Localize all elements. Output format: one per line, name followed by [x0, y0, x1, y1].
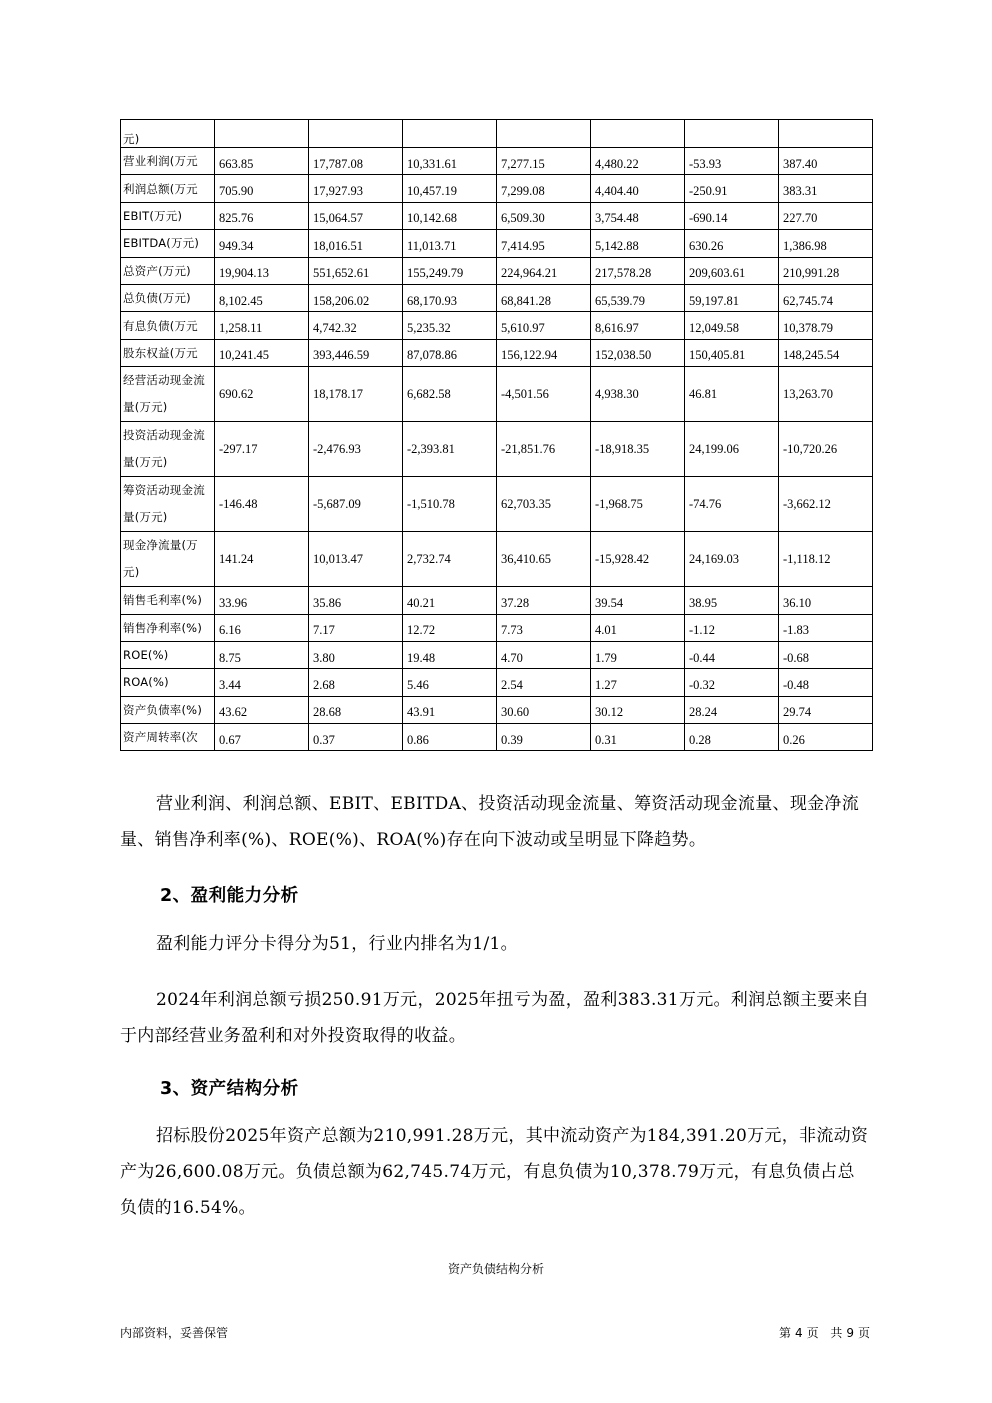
page-mid: 页 — [806, 1326, 819, 1340]
table-cell: 155,249.79 — [403, 257, 497, 284]
table-cell: 19,904.13 — [215, 257, 309, 284]
table-row — [121, 175, 873, 202]
table-cell: 3,754.48 — [591, 202, 685, 229]
table-cell: 209,603.61 — [685, 257, 779, 284]
table-cell: 24,199.06 — [685, 422, 779, 477]
table-cell: 2,732.74 — [403, 532, 497, 587]
financial-table-body — [121, 120, 873, 751]
table-cell: 150,405.81 — [685, 339, 779, 366]
row-label: 投资活动现金流量(万元) — [121, 422, 215, 477]
table-cell: 1,258.11 — [215, 312, 309, 339]
table-cell: 210,991.28 — [779, 257, 873, 284]
table-cell: -1,968.75 — [591, 477, 685, 532]
table-row — [121, 202, 873, 229]
table-row — [121, 148, 873, 175]
table-cell: 949.34 — [215, 230, 309, 257]
table-cell: 10,457.19 — [403, 175, 497, 202]
table-cell: 158,206.02 — [309, 284, 403, 311]
section-heading-profitability: 2、盈利能力分析 — [160, 886, 299, 906]
row-label: ROE(%) — [121, 641, 215, 668]
table-cell: 18,016.51 — [309, 230, 403, 257]
table-cell: -53.93 — [685, 148, 779, 175]
table-cell: 38.95 — [685, 587, 779, 614]
table-cell: 36.10 — [779, 587, 873, 614]
table-cell: 8,616.97 — [591, 312, 685, 339]
row-label: 股东权益(万元 — [121, 339, 215, 366]
row-label: 销售净利率(%) — [121, 614, 215, 641]
table-row — [121, 120, 873, 148]
trend-paragraph: 营业利润、利润总额、EBIT、EBITDA、投资活动现金流量、筹资活动现金流量、现金净流量、销售净利率(%)、ROE(%)、ROA(%)存在向下波动或呈明显下降趋势。 — [120, 794, 860, 850]
table-cell: 17,927.93 — [309, 175, 403, 202]
table-cell: -10,720.26 — [779, 422, 873, 477]
table-cell: 5,610.97 — [497, 312, 591, 339]
table-cell: 227.70 — [779, 202, 873, 229]
table-cell: 59,197.81 — [685, 284, 779, 311]
table-cell: 0.86 — [403, 724, 497, 751]
table-cell: 12.72 — [403, 614, 497, 641]
table-cell: 11,013.71 — [403, 230, 497, 257]
table-cell: 10,241.45 — [215, 339, 309, 366]
table-cell: 6.16 — [215, 614, 309, 641]
table-cell — [215, 120, 309, 148]
table-cell: -690.14 — [685, 202, 779, 229]
table-cell: 1,386.98 — [779, 230, 873, 257]
table-cell: 387.40 — [779, 148, 873, 175]
table-cell: -5,687.09 — [309, 477, 403, 532]
table-cell: 1.79 — [591, 641, 685, 668]
table-cell: -74.76 — [685, 477, 779, 532]
table-cell: -1.83 — [779, 614, 873, 641]
table-row — [121, 724, 873, 751]
page-total: 9 — [846, 1326, 854, 1340]
table-cell: 68,170.93 — [403, 284, 497, 311]
table-cell: 43.91 — [403, 696, 497, 723]
table-cell — [685, 120, 779, 148]
table-cell: 393,446.59 — [309, 339, 403, 366]
table-cell: -1,118.12 — [779, 532, 873, 587]
table-cell: -2,393.81 — [403, 422, 497, 477]
table-cell: 6,682.58 — [403, 367, 497, 422]
table-cell: 46.81 — [685, 367, 779, 422]
row-label: 现金净流量(万元) — [121, 532, 215, 587]
table-cell: 7,277.15 — [497, 148, 591, 175]
table-cell: 4.70 — [497, 641, 591, 668]
table-cell: 5.46 — [403, 669, 497, 696]
footer-page-number — [777, 1324, 872, 1341]
table-cell: 156,122.94 — [497, 339, 591, 366]
table-cell: 4,404.40 — [591, 175, 685, 202]
table-cell: 5,235.32 — [403, 312, 497, 339]
table-row — [121, 696, 873, 723]
table-cell: 148,245.54 — [779, 339, 873, 366]
section-heading-asset-structure: 3、资产结构分析 — [160, 1079, 299, 1099]
table-cell — [309, 120, 403, 148]
table-row — [121, 614, 873, 641]
row-label: 筹资活动现金流量(万元) — [121, 477, 215, 532]
table-cell: 0.31 — [591, 724, 685, 751]
table-row — [121, 312, 873, 339]
table-cell: -18,918.35 — [591, 422, 685, 477]
table-cell: 3.80 — [309, 641, 403, 668]
table-cell: 4,480.22 — [591, 148, 685, 175]
table-cell: -146.48 — [215, 477, 309, 532]
asset-paragraph: 招标股份2025年资产总额为210,991.28万元，其中流动资产为184,391.20万元，非流动资产为26,600.08万元。负债总额为62,745.74万元，有息负债为10,378.79万元，有息负债占总负债的16.54%。 — [120, 1126, 869, 1218]
table-row — [121, 477, 873, 532]
table-cell: 29.74 — [779, 696, 873, 723]
table-row — [121, 230, 873, 257]
row-label: 资产负债率(%) — [121, 696, 215, 723]
table-cell: -297.17 — [215, 422, 309, 477]
table-cell: 33.96 — [215, 587, 309, 614]
table-cell: 18,178.17 — [309, 367, 403, 422]
table-cell: 28.68 — [309, 696, 403, 723]
table-cell: 15,064.57 — [309, 202, 403, 229]
score-paragraph: 盈利能力评分卡得分为51，行业内排名为1/1。 — [156, 934, 518, 954]
table-cell: -0.48 — [779, 669, 873, 696]
row-label: EBITDA(万元) — [121, 230, 215, 257]
table-row — [121, 532, 873, 587]
table-cell: 383.31 — [779, 175, 873, 202]
table-cell: -250.91 — [685, 175, 779, 202]
table-cell: 36,410.65 — [497, 532, 591, 587]
row-label: 销售毛利率(%) — [121, 587, 215, 614]
row-label: ROA(%) — [121, 669, 215, 696]
page-total-prefix: 共 — [830, 1326, 843, 1340]
table-cell — [779, 120, 873, 148]
table-cell — [497, 120, 591, 148]
table-cell: 6,509.30 — [497, 202, 591, 229]
table-cell: 8,102.45 — [215, 284, 309, 311]
table-row — [121, 641, 873, 668]
table-cell: 24,169.03 — [685, 532, 779, 587]
table-cell: 10,142.68 — [403, 202, 497, 229]
table-cell: 152,038.50 — [591, 339, 685, 366]
table-cell: 19.48 — [403, 641, 497, 668]
table-cell: 690.62 — [215, 367, 309, 422]
table-cell: -4,501.56 — [497, 367, 591, 422]
table-cell: 40.21 — [403, 587, 497, 614]
table-cell: 62,703.35 — [497, 477, 591, 532]
row-label: 有息负债(万元 — [121, 312, 215, 339]
table-cell: -0.32 — [685, 669, 779, 696]
figure-caption: 资产负债结构分析 — [447, 1262, 544, 1276]
row-label: EBIT(万元) — [121, 202, 215, 229]
table-row — [121, 339, 873, 366]
table-cell: -2,476.93 — [309, 422, 403, 477]
table-cell: 217,578.28 — [591, 257, 685, 284]
table-cell: 8.75 — [215, 641, 309, 668]
row-label: 经营活动现金流量(万元) — [121, 367, 215, 422]
row-label: 总负债(万元) — [121, 284, 215, 311]
table-cell: 7,414.95 — [497, 230, 591, 257]
table-cell: 551,652.61 — [309, 257, 403, 284]
table-cell: 35.86 — [309, 587, 403, 614]
table-cell: 0.67 — [215, 724, 309, 751]
table-cell: 65,539.79 — [591, 284, 685, 311]
profit-paragraph: 2024年利润总额亏损250.91万元，2025年扭亏为盈，盈利383.31万元。利润总额主要来自于内部经营业务盈利和对外投资取得的收益。 — [120, 990, 870, 1046]
table-row — [121, 257, 873, 284]
table-cell — [591, 120, 685, 148]
table-row — [121, 284, 873, 311]
table-cell: -0.44 — [685, 641, 779, 668]
table-cell — [403, 120, 497, 148]
table-cell: 224,964.21 — [497, 257, 591, 284]
table-cell: 87,078.86 — [403, 339, 497, 366]
table-cell: 30.60 — [497, 696, 591, 723]
row-label: 元) — [121, 120, 215, 148]
table-cell: 630.26 — [685, 230, 779, 257]
table-row — [121, 669, 873, 696]
table-cell: 13,263.70 — [779, 367, 873, 422]
row-label: 利润总额(万元 — [121, 175, 215, 202]
table-cell: 37.28 — [497, 587, 591, 614]
table-cell: 4,938.30 — [591, 367, 685, 422]
table-cell: 7,299.08 — [497, 175, 591, 202]
table-cell: -3,662.12 — [779, 477, 873, 532]
table-cell: 7.73 — [497, 614, 591, 641]
table-cell: 2.68 — [309, 669, 403, 696]
table-cell: 0.39 — [497, 724, 591, 751]
row-label: 营业利润(万元 — [121, 148, 215, 175]
table-cell: 43.62 — [215, 696, 309, 723]
table-cell: 7.17 — [309, 614, 403, 641]
table-cell: 3.44 — [215, 669, 309, 696]
table-cell: 39.54 — [591, 587, 685, 614]
page-suffix: 页 — [857, 1326, 870, 1340]
table-cell: -15,928.42 — [591, 532, 685, 587]
table-cell: 10,013.47 — [309, 532, 403, 587]
table-cell: -0.68 — [779, 641, 873, 668]
table-cell: 28.24 — [685, 696, 779, 723]
table-cell: 0.26 — [779, 724, 873, 751]
table-cell: 12,049.58 — [685, 312, 779, 339]
table-cell: 0.37 — [309, 724, 403, 751]
table-cell: 4.01 — [591, 614, 685, 641]
financial-table — [120, 119, 873, 751]
table-cell: -21,851.76 — [497, 422, 591, 477]
row-label: 总资产(万元) — [121, 257, 215, 284]
table-cell: 30.12 — [591, 696, 685, 723]
table-cell: 4,742.32 — [309, 312, 403, 339]
table-cell: -1.12 — [685, 614, 779, 641]
table-cell: -1,510.78 — [403, 477, 497, 532]
table-cell: 0.28 — [685, 724, 779, 751]
table-cell: 663.85 — [215, 148, 309, 175]
table-cell: 10,378.79 — [779, 312, 873, 339]
table-cell: 705.90 — [215, 175, 309, 202]
table-cell: 68,841.28 — [497, 284, 591, 311]
table-row — [121, 422, 873, 477]
row-label: 资产周转率(次 — [121, 724, 215, 751]
footer-confidential: 内部资料，妥善保管 — [120, 1326, 229, 1340]
table-cell: 62,745.74 — [779, 284, 873, 311]
table-cell: 5,142.88 — [591, 230, 685, 257]
table-cell: 141.24 — [215, 532, 309, 587]
table-cell: 17,787.08 — [309, 148, 403, 175]
page-prefix: 第 — [779, 1326, 792, 1340]
table-cell: 1.27 — [591, 669, 685, 696]
table-cell: 2.54 — [497, 669, 591, 696]
table-row — [121, 587, 873, 614]
table-cell: 10,331.61 — [403, 148, 497, 175]
table-row — [121, 367, 873, 422]
page-current: 4 — [795, 1326, 803, 1340]
table-cell: 825.76 — [215, 202, 309, 229]
